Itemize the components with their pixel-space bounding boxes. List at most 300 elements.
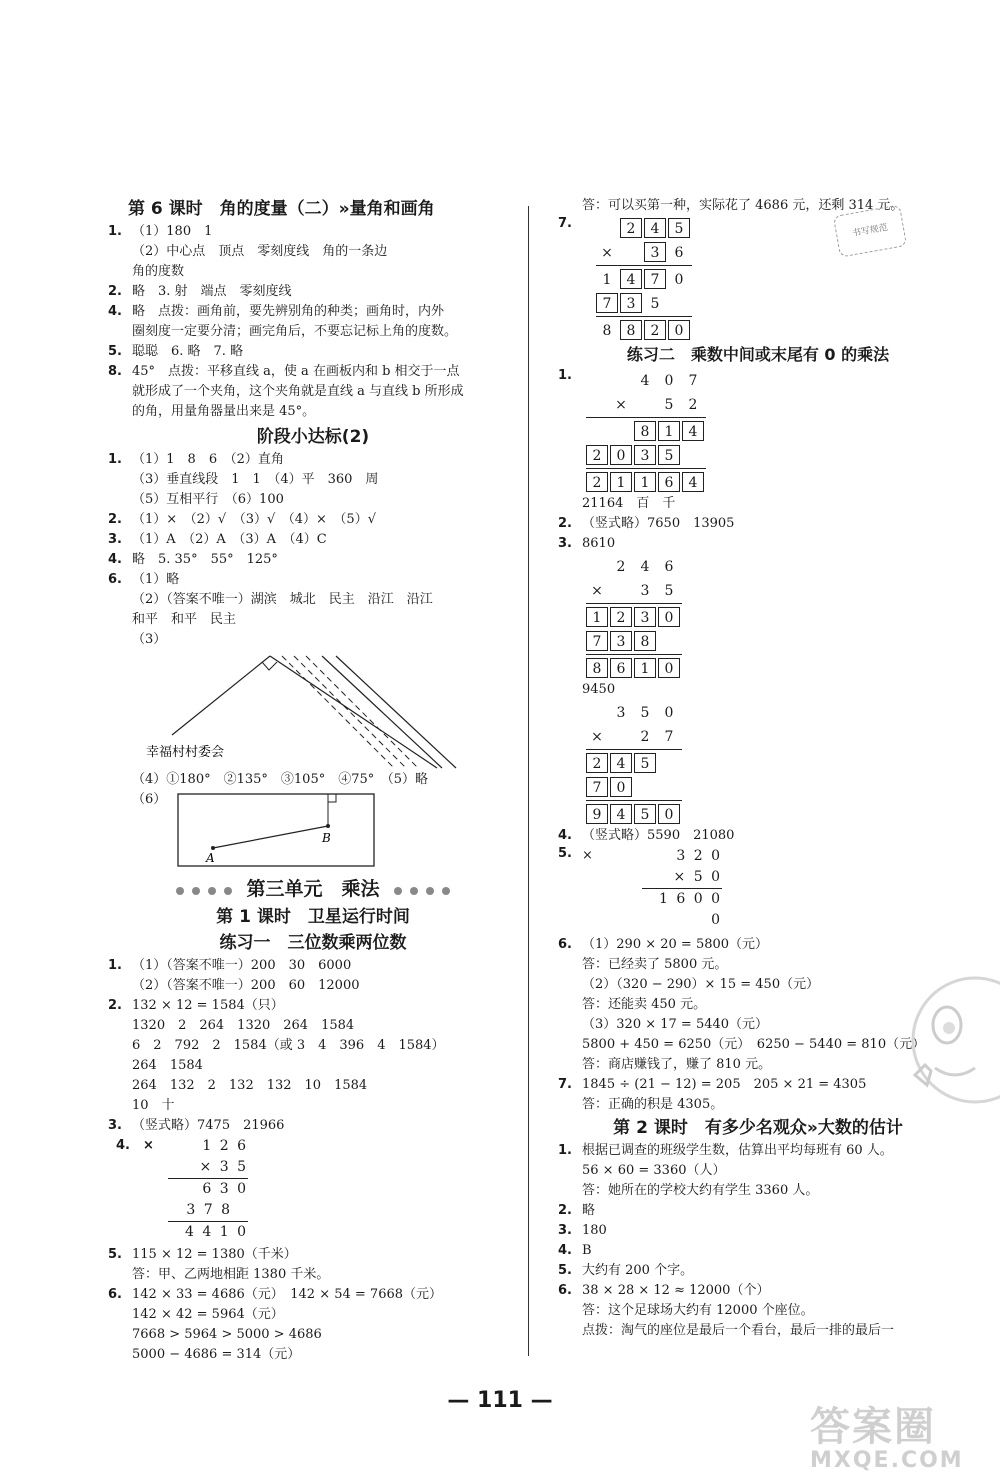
calc-row bbox=[586, 724, 958, 748]
answer-line bbox=[108, 630, 518, 650]
exercise1-answers bbox=[108, 956, 518, 1136]
calc-digit bbox=[610, 580, 632, 600]
answer-line bbox=[108, 1116, 518, 1136]
answer-line bbox=[558, 1281, 958, 1301]
calc-row bbox=[596, 291, 692, 315]
answer-line bbox=[108, 450, 518, 470]
answer-line bbox=[108, 1325, 518, 1345]
calc-row bbox=[586, 775, 958, 799]
answer-text: （2）（答案不唯一）湖滨 城北 民主 沿江 沿江 bbox=[132, 592, 433, 607]
answer-text: 1845 ÷ (21 − 12) = 205 205 × 21 = 4305 bbox=[582, 1077, 867, 1092]
calc-digit bbox=[668, 293, 690, 313]
calc-digit: 6 bbox=[674, 245, 684, 261]
answer-text: 答：商店赚钱了，赚了 810 元。 bbox=[582, 1057, 772, 1072]
calc-digit bbox=[634, 777, 656, 797]
calc-digit: 8 bbox=[602, 323, 612, 339]
calc-row bbox=[586, 751, 958, 775]
answer-number: 3. bbox=[108, 1118, 122, 1133]
answer-box: 5 bbox=[668, 218, 690, 238]
answer-line bbox=[558, 1035, 958, 1055]
calc-rule bbox=[586, 800, 682, 801]
answer-line bbox=[108, 302, 518, 322]
answer-number: 1. bbox=[108, 224, 122, 239]
answer-text: 和平 和平 民主 bbox=[132, 612, 237, 627]
calc-row bbox=[586, 554, 958, 578]
calc-rule bbox=[586, 749, 682, 750]
answer-box: 1 bbox=[586, 607, 608, 627]
lesson6-answers bbox=[108, 222, 518, 422]
answer-text: 略 5. 35° 55° 125° bbox=[132, 552, 278, 567]
calc-row bbox=[586, 578, 958, 602]
answer-box: 2 bbox=[610, 607, 632, 627]
answer-text: 点拨：淘气的座位是最后一个看台，最后一排的最后一 bbox=[582, 1323, 895, 1338]
answer-box: 4 bbox=[610, 753, 632, 773]
answer-line bbox=[108, 956, 518, 976]
lesson2-answers bbox=[558, 1141, 958, 1341]
answer-text: 角的度数 bbox=[132, 264, 185, 279]
calc-digit bbox=[610, 421, 632, 441]
q6-4-line: （4）①180° ②135° ③105° ④75° （5）略 bbox=[132, 772, 429, 787]
answer-box: 9 bbox=[586, 804, 608, 824]
answer-box: 0 bbox=[610, 777, 632, 797]
answer-text: 答：已经卖了 5800 元。 bbox=[582, 957, 728, 972]
answer-number: 1. bbox=[558, 1143, 572, 1158]
answer-text: 答：甲、乙两地相距 1380 千米。 bbox=[132, 1267, 330, 1282]
left-column bbox=[108, 196, 518, 1365]
answer-text: 6 2 792 2 1584（或 3 4 396 4 1584） bbox=[132, 1038, 445, 1053]
calc-digit bbox=[610, 370, 632, 390]
answer-line bbox=[108, 610, 518, 630]
answer-box: 4 bbox=[682, 421, 704, 441]
answer-text: 略 bbox=[582, 1203, 596, 1218]
answer-text: 的角，用量角器量出来是 45°。 bbox=[132, 404, 316, 419]
ex2-q4-num: 4. bbox=[558, 828, 572, 843]
answer-number: 4. bbox=[108, 552, 122, 567]
calc-320x50 bbox=[642, 846, 722, 931]
answer-line bbox=[108, 242, 518, 262]
answer-text: 答：她所在的学校大约有学生 3360 人。 bbox=[582, 1183, 819, 1198]
answer-box: 2 bbox=[586, 445, 608, 465]
answer-text: （2）（答案不唯一）200 60 12000 bbox=[132, 978, 360, 993]
answer-line bbox=[558, 955, 958, 975]
answer-line bbox=[108, 1265, 518, 1285]
exercise2-title: 练习二 乘数中间或末尾有 0 的乘法 bbox=[626, 345, 890, 364]
calc-row bbox=[586, 443, 706, 467]
answer-box: 5 bbox=[658, 445, 680, 465]
answer-line bbox=[108, 382, 518, 402]
answer-line bbox=[558, 995, 958, 1015]
answer-line bbox=[558, 1261, 958, 1281]
calc-digit: 1 bbox=[602, 272, 612, 288]
calc-digit bbox=[586, 702, 608, 722]
answer-text: （2）（320 − 290）× 15 = 450（元） bbox=[582, 977, 820, 992]
answer-line bbox=[108, 402, 518, 422]
answer-box: 5 bbox=[634, 804, 656, 824]
calc-row bbox=[586, 470, 706, 494]
calc-digit: 0 bbox=[674, 272, 684, 288]
calc-row bbox=[586, 802, 958, 826]
answer-text: 略 点拨：画角前，要先辨别角的种类；画角时，内外 bbox=[132, 304, 445, 319]
answer-number: 3. bbox=[108, 532, 122, 547]
ex2-q2-text: （竖式略）7650 13905 bbox=[582, 516, 735, 531]
calc-rule bbox=[596, 265, 692, 266]
calc-row: 3 2 0 bbox=[676, 848, 722, 864]
answer-box: 2 bbox=[586, 753, 608, 773]
answer-line bbox=[108, 222, 518, 242]
calc-digit: 5 bbox=[664, 397, 674, 413]
calc-row bbox=[596, 216, 692, 240]
answer-box: 2 bbox=[586, 472, 608, 492]
calc-row bbox=[596, 267, 692, 291]
calc-row bbox=[586, 605, 958, 629]
calc-row bbox=[596, 318, 692, 342]
answer-number: 1. bbox=[108, 452, 122, 467]
answer-text: 根据已调查的班级学生数，估算出平均每班有 60 人。 bbox=[582, 1143, 893, 1158]
calc-digit: 7 bbox=[688, 373, 698, 389]
right-column bbox=[558, 196, 958, 1341]
calc-digit bbox=[658, 777, 680, 797]
q4-label: 4. × bbox=[116, 1138, 154, 1153]
answer-text: 180 bbox=[582, 1223, 607, 1238]
column-divider bbox=[528, 206, 529, 1356]
label-9450: 9450 bbox=[582, 682, 616, 697]
answer-line bbox=[108, 342, 518, 362]
answer-line bbox=[108, 362, 518, 382]
answer-text: 答：还能卖 450 元。 bbox=[582, 997, 707, 1012]
stamp-icon: 书写规范 bbox=[833, 204, 907, 257]
answer-number: 4. bbox=[558, 1243, 572, 1258]
calc-row: 1 6 0 0 0 bbox=[659, 891, 722, 928]
answer-line bbox=[558, 1241, 958, 1261]
answer-text: 就形成了一个夹角，这个夹角就是直线 a 与直线 b 所形成 bbox=[132, 384, 464, 399]
answer-line bbox=[108, 262, 518, 282]
figure-parallel-roads bbox=[132, 650, 462, 770]
calc-digit: 0 bbox=[664, 705, 674, 721]
answer-text: （1）290 × 20 = 5800（元） bbox=[582, 937, 769, 952]
calc-digit: × bbox=[615, 397, 627, 413]
calc-digit: × bbox=[601, 245, 613, 261]
answer-box: 7 bbox=[644, 269, 666, 289]
calc-407x52 bbox=[586, 368, 706, 494]
answer-number: 2. bbox=[108, 998, 122, 1013]
calc-245x36 bbox=[596, 216, 692, 342]
answer-line bbox=[108, 490, 518, 510]
answer-box: 1 bbox=[610, 472, 632, 492]
answer-line bbox=[108, 976, 518, 996]
answer-text: 大约有 200 个字。 bbox=[582, 1263, 694, 1278]
ex2-q4-text: （竖式略）5590 21080 bbox=[582, 828, 735, 843]
answer-line bbox=[558, 1055, 958, 1075]
answer-line bbox=[108, 1096, 518, 1116]
answer-box: 2 bbox=[644, 320, 666, 340]
calc-rule bbox=[586, 417, 706, 418]
answer-line bbox=[108, 1305, 518, 1325]
answer-text: （3）垂直线段 1 1 （4）平 360 周 bbox=[132, 472, 379, 487]
answer-line bbox=[108, 550, 518, 570]
calc-digit: 2 bbox=[616, 559, 626, 575]
calc-digit: 4 bbox=[640, 373, 650, 389]
left-tail-answers bbox=[108, 1245, 518, 1365]
answer-line bbox=[108, 590, 518, 610]
answer-top: 答：可以买第一种，实际花了 4686 元，还剩 314 元。 bbox=[582, 198, 904, 213]
answer-line bbox=[558, 1301, 958, 1321]
calc-row bbox=[586, 419, 706, 443]
page-number: — 111 — bbox=[447, 1388, 553, 1413]
answer-box: 1 bbox=[634, 472, 656, 492]
calc-digit: 3 bbox=[640, 583, 650, 599]
unit-title bbox=[108, 874, 518, 904]
answer-box: 0 bbox=[668, 320, 690, 340]
answer-line bbox=[108, 1285, 518, 1305]
answer-text: 38 × 28 × 12 ≈ 12000（个） bbox=[582, 1283, 770, 1298]
answer-line bbox=[558, 1181, 958, 1201]
calc-digit bbox=[682, 445, 704, 465]
calc-digit: 5 bbox=[650, 296, 660, 312]
answer-box: 1 bbox=[658, 421, 680, 441]
answer-text: 1320 2 264 1320 264 1584 bbox=[132, 1018, 355, 1033]
answer-box: 0 bbox=[658, 804, 680, 824]
answer-text: 聪聪 6. 略 7. 略 bbox=[132, 344, 244, 359]
calc-126x35 bbox=[168, 1136, 248, 1243]
answer-box: 4 bbox=[682, 472, 704, 492]
answer-line bbox=[108, 470, 518, 490]
answer-box: 8 bbox=[586, 658, 608, 678]
answer-text: 10 十 bbox=[132, 1098, 175, 1113]
calc-digit bbox=[596, 218, 618, 238]
answer-line bbox=[108, 530, 518, 550]
lesson2-title: 第 2 课时 有多少名观众»大数的估计 bbox=[613, 1118, 903, 1138]
calc-row: × 3 5 bbox=[168, 1157, 248, 1179]
answer-box: 0 bbox=[658, 607, 680, 627]
calc-digit: 4 bbox=[640, 559, 650, 575]
answer-line bbox=[108, 1245, 518, 1265]
ex2-q3-text: 8610 bbox=[582, 536, 616, 551]
answer-number: 2. bbox=[558, 1203, 572, 1218]
calc-digit: 2 bbox=[688, 397, 698, 413]
answer-box: 8 bbox=[620, 320, 642, 340]
answer-box: 1 bbox=[634, 658, 656, 678]
answer-text: 56 × 60 = 3360（人） bbox=[582, 1163, 726, 1178]
watermark-logo bbox=[810, 1395, 964, 1473]
answer-number: 8. bbox=[108, 364, 122, 379]
answer-line bbox=[558, 1161, 958, 1181]
answer-line bbox=[558, 975, 958, 995]
calc-row bbox=[586, 392, 706, 416]
answer-text: （1）（答案不唯一）200 30 6000 bbox=[132, 958, 352, 973]
answer-text: 45° 点拨：平移直线 a，使 a 在画板内和 b 相交于一点 bbox=[132, 364, 460, 379]
answer-line bbox=[558, 935, 958, 955]
figure-label-village: 幸福村村委会 bbox=[146, 745, 225, 760]
ex2-q1-num: 1. bbox=[558, 368, 572, 383]
answer-text: 答：正确的积是 4305。 bbox=[582, 1097, 724, 1112]
answer-box: 3 bbox=[634, 607, 656, 627]
answer-number: 6. bbox=[558, 1283, 572, 1298]
answer-text: （竖式略）7475 21966 bbox=[132, 1118, 285, 1133]
answer-number: 3. bbox=[558, 1223, 572, 1238]
answer-line bbox=[558, 1221, 958, 1241]
calc-row bbox=[586, 629, 958, 653]
answer-number: 7. bbox=[558, 1077, 572, 1092]
calc-rule bbox=[586, 654, 682, 655]
calc-rule bbox=[586, 603, 682, 604]
answer-number: 5. bbox=[108, 1247, 122, 1262]
answer-line bbox=[108, 510, 518, 530]
answer-box: 5 bbox=[634, 753, 656, 773]
answer-line bbox=[108, 1036, 518, 1056]
answer-box: 0 bbox=[658, 658, 680, 678]
answer-number: 6. bbox=[108, 572, 122, 587]
answer-text: （5）互相平行 （6）100 bbox=[132, 492, 284, 507]
calc-digit: 5 bbox=[664, 583, 674, 599]
mascot-icon bbox=[905, 970, 1000, 1120]
answer-box: 3 bbox=[644, 242, 666, 262]
ex2-q2-num: 2. bbox=[558, 516, 572, 531]
answer-box: 6 bbox=[658, 472, 680, 492]
answer-line bbox=[558, 1321, 958, 1341]
answer-number: 6. bbox=[558, 937, 572, 952]
q7-num: 7. bbox=[558, 216, 572, 231]
ex2-q7 bbox=[558, 1075, 958, 1115]
answer-box: 4 bbox=[644, 218, 666, 238]
answer-text: 略 3. 射 端点 零刻度线 bbox=[132, 284, 292, 299]
calc-rule bbox=[586, 468, 706, 469]
answer-line bbox=[108, 1056, 518, 1076]
answer-box: 8 bbox=[634, 631, 656, 651]
lesson6-title: 第 6 课时 角的度量（二）»量角和画角 bbox=[128, 199, 435, 219]
answer-text: 142 × 33 = 4686（元） 142 × 54 = 7668（元） bbox=[132, 1287, 443, 1302]
point-a-label: A bbox=[206, 851, 215, 865]
calc-digit bbox=[620, 242, 642, 262]
unit-title-text: 第三单元 乘法 bbox=[246, 878, 380, 900]
calc-digit: 0 bbox=[664, 373, 674, 389]
answer-box: 7 bbox=[586, 631, 608, 651]
answer-box: 3 bbox=[634, 445, 656, 465]
answer-line bbox=[558, 1141, 958, 1161]
calc-row: × 5 0 bbox=[642, 867, 722, 889]
answer-text: （1）A （2）A （3）A （4）C bbox=[132, 532, 327, 547]
answer-number: 1. bbox=[108, 958, 122, 973]
answer-number: 4. bbox=[108, 304, 122, 319]
calc-row: 3 7 8 bbox=[168, 1200, 248, 1222]
answer-text: 142 × 42 = 5964（元） bbox=[132, 1307, 284, 1322]
exercise1-title: 练习一 三位数乘两位数 bbox=[219, 933, 407, 953]
answer-box: 0 bbox=[610, 445, 632, 465]
ex2-q1-tail: 21164 百 千 bbox=[582, 496, 676, 511]
answer-text: （3） bbox=[132, 632, 167, 647]
calc-digit bbox=[586, 556, 608, 576]
calc-digit: × bbox=[591, 729, 603, 745]
answer-box: 3 bbox=[610, 631, 632, 651]
answer-box: 8 bbox=[634, 421, 656, 441]
decor-dots-right bbox=[390, 874, 454, 904]
answer-text: 5000 − 4686 = 314（元） bbox=[132, 1347, 301, 1362]
answer-box: 3 bbox=[620, 293, 642, 313]
calc-row bbox=[586, 368, 706, 392]
calc-digit: × bbox=[591, 583, 603, 599]
answer-text: （1）略 bbox=[132, 572, 180, 587]
answer-number: 2. bbox=[108, 512, 122, 527]
calc-digit bbox=[610, 726, 632, 746]
calc-digit: 2 bbox=[640, 729, 650, 745]
answer-line bbox=[558, 1201, 958, 1221]
answer-number: 5. bbox=[108, 344, 122, 359]
calc-row bbox=[596, 240, 692, 264]
answer-text: （2）中心点 顶点 零刻度线 角的一条边 bbox=[132, 244, 388, 259]
point-b-label: B bbox=[322, 831, 332, 845]
answer-line bbox=[108, 322, 518, 342]
calc-digit bbox=[658, 753, 680, 773]
answer-line bbox=[108, 1016, 518, 1036]
calc-digit: 6 bbox=[664, 559, 674, 575]
calc-digit bbox=[586, 370, 608, 390]
answer-line bbox=[108, 570, 518, 590]
calc-row: 4 4 1 0 bbox=[185, 1224, 248, 1240]
answer-text: （1）1 8 6 （2）直角 bbox=[132, 452, 284, 467]
ex2-q6 bbox=[558, 935, 958, 1075]
answer-line bbox=[558, 1075, 958, 1095]
calc-digit bbox=[658, 631, 680, 651]
stage-answers bbox=[108, 450, 518, 650]
answer-text: 132 × 12 = 1584（只） bbox=[132, 998, 284, 1013]
answer-text: 圈刻度一定要分清；画完角后，不要忘记标上角的度数。 bbox=[132, 324, 458, 339]
answer-line bbox=[108, 282, 518, 302]
answer-text: 264 132 2 132 132 10 1584 bbox=[132, 1078, 368, 1093]
answer-line bbox=[108, 996, 518, 1016]
calc-row bbox=[586, 656, 958, 680]
answer-text: B bbox=[582, 1243, 592, 1258]
answer-line bbox=[108, 1076, 518, 1096]
answer-line bbox=[558, 1095, 958, 1115]
lesson1-title: 第 1 课时 卫星运行时间 bbox=[216, 907, 410, 927]
ex2-q5-mark: × bbox=[582, 848, 593, 863]
ex2-q3-num: 3. bbox=[558, 536, 572, 551]
calc-digit bbox=[586, 394, 608, 414]
answer-text: 答：这个足球场大约有 12000 个座位。 bbox=[582, 1303, 814, 1318]
answer-number: 2. bbox=[108, 284, 122, 299]
calc-digit: 5 bbox=[640, 705, 650, 721]
calc-digit bbox=[634, 394, 656, 414]
answer-box: 4 bbox=[610, 804, 632, 824]
figure-rectangle-ab bbox=[168, 792, 378, 870]
calc-row: 1 2 6 bbox=[202, 1138, 248, 1154]
calc-digit: 7 bbox=[664, 729, 674, 745]
answer-text: 264 1584 bbox=[132, 1058, 203, 1073]
answer-box: 7 bbox=[586, 777, 608, 797]
answer-text: （1）× （2）√ （3）√ （4）× （5）√ bbox=[132, 512, 376, 527]
answer-line bbox=[108, 1345, 518, 1365]
answer-box: 7 bbox=[596, 293, 618, 313]
stage-title: 阶段小达标(2) bbox=[256, 427, 370, 447]
answer-text: （1）180 1 bbox=[132, 224, 213, 239]
answer-text: 5800 + 450 = 6250（元） 6250 − 5440 = 810（元） bbox=[582, 1037, 926, 1052]
answer-text: 7668 > 5964 > 5000 > 4686 bbox=[132, 1327, 322, 1342]
answer-line bbox=[558, 1015, 958, 1035]
answer-number: 5. bbox=[558, 1263, 572, 1278]
answer-text: 115 × 12 = 1380（千米） bbox=[132, 1247, 297, 1262]
calc-row bbox=[586, 700, 958, 724]
answer-box: 6 bbox=[610, 658, 632, 678]
watermark-line2: MXQE.COM bbox=[810, 1448, 964, 1473]
calc-rule bbox=[596, 316, 692, 317]
calc-digit: 3 bbox=[616, 705, 626, 721]
calc-246x35 bbox=[586, 554, 958, 680]
decor-dots-left bbox=[172, 874, 236, 904]
answer-box: 2 bbox=[620, 218, 642, 238]
answer-number: 6. bbox=[108, 1287, 122, 1302]
watermark-line1: 答案圈 bbox=[810, 1404, 936, 1450]
answer-text: （3）320 × 17 = 5440（元） bbox=[582, 1017, 769, 1032]
ex2-q5-num: 5. bbox=[558, 846, 572, 861]
